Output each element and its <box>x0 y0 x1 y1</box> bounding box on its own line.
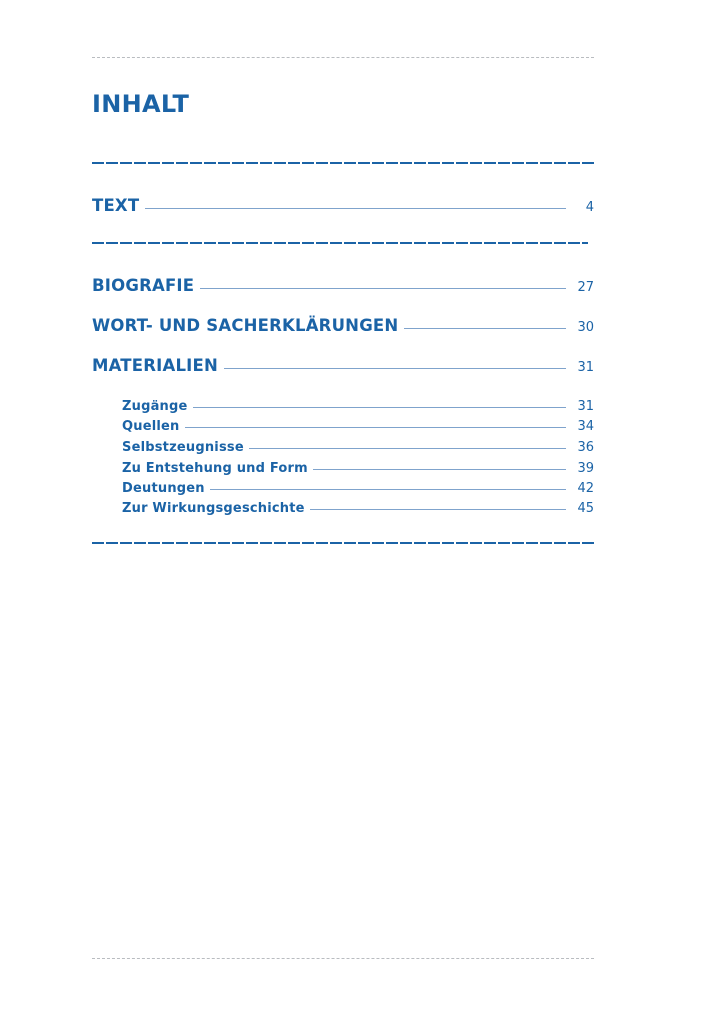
toc-subentry-label: Deutungen <box>122 481 205 496</box>
toc-page-number: 45 <box>577 501 594 516</box>
toc-subentry-label: Zu Entstehung und Form <box>122 461 308 476</box>
toc-page-number: 42 <box>577 481 594 496</box>
toc-page-number: 36 <box>577 440 594 455</box>
toc-leader-line <box>224 368 566 369</box>
toc-entry-label: MATERIALIEN <box>92 356 218 375</box>
toc-entry-text[interactable] <box>92 196 594 218</box>
toc-page-number: 39 <box>577 461 594 476</box>
toc-leader-line <box>310 509 566 510</box>
toc-leader-line <box>200 288 566 289</box>
toc-leader-line <box>210 489 566 490</box>
bottom-dashed-rule <box>92 958 594 959</box>
toc-page-number: 30 <box>577 320 594 335</box>
toc-leader-line <box>404 328 566 329</box>
toc-subentry-label: Quellen <box>122 419 180 434</box>
section-divider <box>92 162 594 164</box>
toc-subentry-selbstzeugnisse[interactable] <box>122 440 594 455</box>
toc-entry-label: TEXT <box>92 196 140 215</box>
toc-entry-label: BIOGRAFIE <box>92 276 195 295</box>
toc-leader-line <box>249 448 566 449</box>
toc-leader-line <box>193 407 566 408</box>
toc-leader-line <box>145 208 566 209</box>
toc-entry-biografie[interactable] <box>92 276 594 298</box>
section-divider <box>92 542 594 544</box>
toc-subentry-zugaenge[interactable] <box>122 399 594 414</box>
toc-page-number: 31 <box>577 360 594 375</box>
toc-subentry-zu-entstehung-und-form[interactable] <box>122 461 594 476</box>
toc-page-number: 34 <box>577 419 594 434</box>
toc-entry-wort-und-sacherklaerungen[interactable] <box>92 316 594 338</box>
toc-page-number: 31 <box>577 399 594 414</box>
toc-subentry-label: Zugänge <box>122 399 188 414</box>
toc-page-number: 27 <box>577 280 594 295</box>
toc-leader-line <box>313 469 566 470</box>
toc-subentry-deutungen[interactable] <box>122 481 594 496</box>
toc-subentry-zur-wirkungsgeschichte[interactable] <box>122 501 594 516</box>
toc-entry-label: WORT- UND SACHERKLÄRUNGEN <box>92 316 399 335</box>
toc-subentry-label: Selbstzeugnisse <box>122 440 244 455</box>
page-title: INHALT <box>92 90 190 118</box>
toc-entry-materialien[interactable] <box>92 356 594 378</box>
top-dashed-rule <box>92 57 594 58</box>
toc-subentry-label: Zur Wirkungsgeschichte <box>122 501 305 516</box>
toc-leader-line <box>185 427 566 428</box>
toc-page-number: 4 <box>585 200 594 215</box>
section-divider <box>92 242 588 244</box>
toc-subentry-quellen[interactable] <box>122 419 594 434</box>
